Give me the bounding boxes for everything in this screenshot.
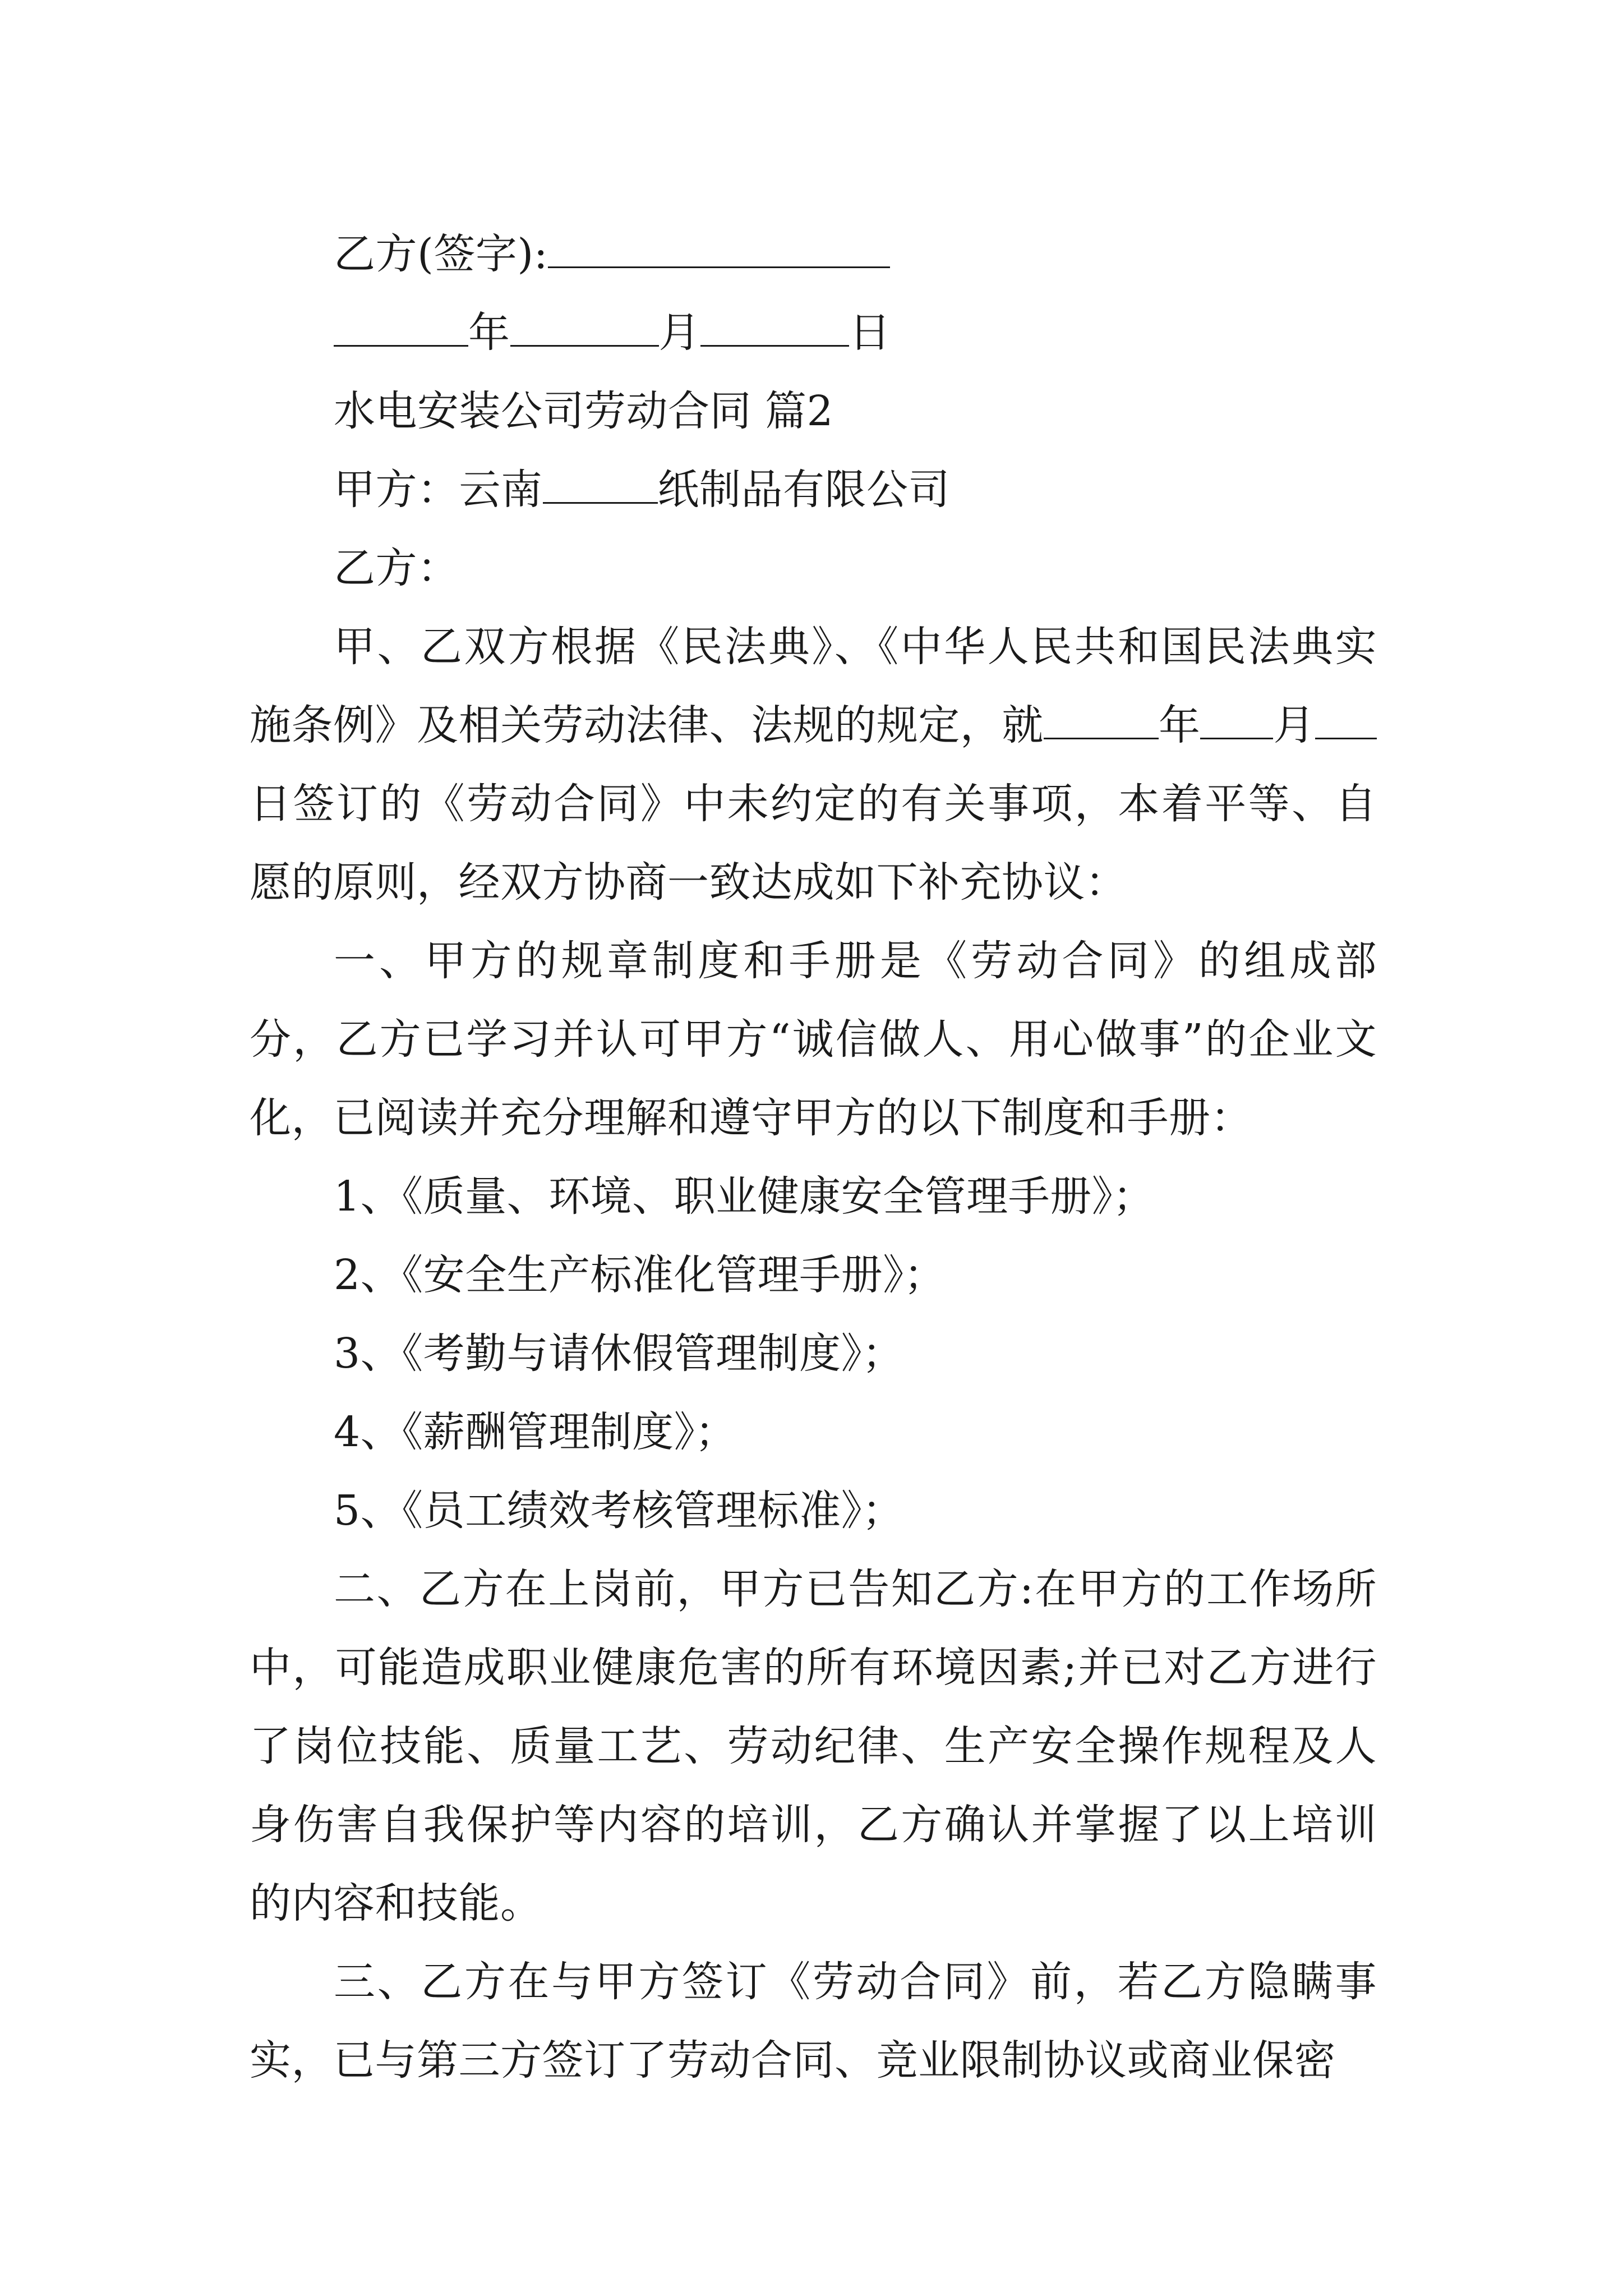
month-label: 月 bbox=[658, 309, 700, 357]
intro-paragraph bbox=[250, 608, 1377, 922]
party-a-suffix: 纸制品有限公司 bbox=[657, 466, 950, 514]
clause-3-paragraph: 三、乙方在与甲方签订《劳动合同》前，若乙方隐瞒事实，已与第三方签订了劳动合同、竞业限制协议或商业保密 bbox=[250, 1958, 1377, 2085]
party-b-line: 乙方： bbox=[334, 544, 459, 592]
date-line bbox=[250, 293, 1377, 372]
intro-year-label: 年 bbox=[1158, 701, 1201, 749]
party-b-signature-label: 乙方(签字): bbox=[334, 230, 548, 278]
intro-text-1: 甲、乙双方根据《民法典》、《中华人民共和国民法典实施条例》及相关劳动法律、法规的规定，就 bbox=[250, 623, 1377, 749]
signature-blank bbox=[548, 233, 890, 268]
list-item-2: 2、《安全生产标准化管理手册》； bbox=[334, 1251, 946, 1299]
year-label: 年 bbox=[468, 309, 510, 357]
clause-1-paragraph: 一、甲方的规章制度和手册是《劳动合同》的组成部分，乙方已学习并认可甲方“诚信做人、用心做事”的企业文化，已阅读并充分理解和遵守甲方的以下制度和手册： bbox=[250, 937, 1377, 1142]
day-label: 日 bbox=[849, 309, 891, 357]
list-item-4: 4、《薪酬管理制度》； bbox=[334, 1408, 737, 1456]
party-a-label: 甲方：云南 bbox=[334, 466, 543, 514]
list-item-3: 3、《考勤与请休假管理制度》； bbox=[334, 1329, 904, 1378]
list-item-1: 1、《质量、环境、职业健康安全管理手册》； bbox=[334, 1172, 1155, 1221]
party-a-line bbox=[250, 450, 1377, 529]
intro-year-blank bbox=[1044, 704, 1159, 739]
intro-text-2: 日签订的《劳动合同》中未约定的有关事项，本着平等、自愿的原则，经双方协商一致达成如下补充协议： bbox=[250, 780, 1377, 907]
list-item-5: 5、《员工绩效考核管理标准》； bbox=[334, 1487, 904, 1535]
year-blank bbox=[334, 311, 468, 347]
day-blank bbox=[700, 311, 849, 347]
party-b-signature-line bbox=[250, 215, 1377, 293]
party-a-blank bbox=[543, 468, 658, 504]
intro-month-label: 月 bbox=[1273, 701, 1316, 749]
section-title: 水电安装公司劳动合同 篇2 bbox=[334, 387, 834, 435]
intro-month-blank bbox=[1200, 704, 1273, 739]
month-blank bbox=[510, 311, 659, 347]
intro-day-blank bbox=[1315, 704, 1377, 739]
clause-2-paragraph: 二、乙方在上岗前，甲方已告知乙方:在甲方的工作场所中，可能造成职业健康危害的所有环境因素;并已对乙方进行了岗位技能、质量工艺、劳动纪律、生产安全操作规程及人身伤害自我保护等内容的培训，乙方确认并掌握了以上培训的内容和技能。 bbox=[250, 1565, 1377, 1927]
